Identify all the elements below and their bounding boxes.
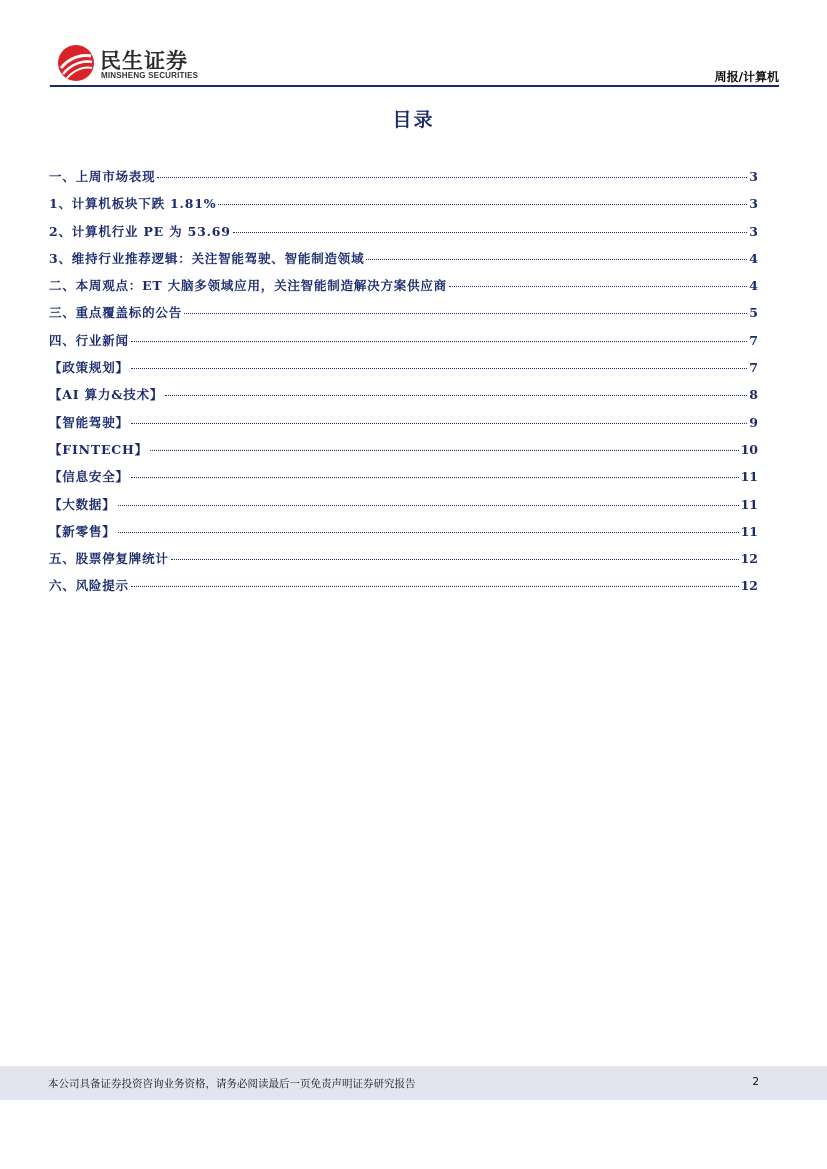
toc-entry-label[interactable]: 【政策规划】 <box>49 360 129 376</box>
logo-english-name: MINSHENG SECURITIES <box>101 71 199 80</box>
toc-dot-leader <box>233 232 748 233</box>
toc-entry-page[interactable]: 9 <box>749 414 758 430</box>
toc-entry-label[interactable]: 一、上周市场表现 <box>49 169 156 184</box>
toc-entry-page[interactable]: 8 <box>749 387 758 403</box>
toc-entry-page[interactable]: 11 <box>740 523 758 539</box>
toc-entry-page[interactable]: 12 <box>740 578 758 594</box>
toc-entry[interactable] <box>49 440 758 467</box>
toc-dot-leader <box>131 368 747 369</box>
toc-entry[interactable] <box>49 303 758 330</box>
toc-entry-label[interactable]: 【FINTECH】 <box>49 441 148 457</box>
toc-entry-label[interactable]: 三、重点覆盖标的公告 <box>49 305 183 321</box>
toc-entry-label[interactable]: 【AI 算力&技术】 <box>49 387 164 403</box>
footer-disclaimer: 本公司具备证券投资咨询业务资格，请务必阅读最后一页免责声明证券研究报告 <box>48 1078 416 1090</box>
toc-dot-leader <box>171 559 739 560</box>
toc-entry[interactable] <box>49 331 758 358</box>
toc-dot-leader <box>165 395 747 396</box>
toc-entry-page[interactable]: 4 <box>749 250 758 266</box>
toc-entry[interactable] <box>49 549 758 576</box>
report-category: 周报/计算机 <box>714 70 779 84</box>
toc-entry[interactable] <box>49 194 758 221</box>
toc-entry[interactable] <box>49 522 758 549</box>
toc-dot-leader <box>449 286 747 287</box>
toc-entry[interactable] <box>49 413 758 440</box>
toc-entry[interactable] <box>49 385 758 412</box>
toc-entry-page[interactable]: 3 <box>749 196 758 212</box>
toc-entry-label[interactable]: 1、计算机板块下跌 1.81% <box>49 196 217 212</box>
toc-entry-page[interactable]: 3 <box>749 169 758 184</box>
toc-entry[interactable] <box>49 167 758 194</box>
toc-entry[interactable] <box>49 358 758 385</box>
toc-entry-page[interactable]: 7 <box>749 360 758 376</box>
minsheng-logo-icon <box>57 44 95 82</box>
toc-entry-label[interactable]: 六、风险提示 <box>49 578 129 594</box>
toc-entry-label[interactable]: 二、本周观点：ET 大脑多领域应用，关注智能制造解决方案供应商 <box>49 278 447 294</box>
toc-entry-label[interactable]: 【新零售】 <box>49 523 116 539</box>
toc-entry-label[interactable]: 【智能驾驶】 <box>49 414 129 430</box>
toc-entry[interactable] <box>49 467 758 494</box>
toc-entry-page[interactable]: 12 <box>740 551 758 567</box>
toc-entry-page[interactable]: 5 <box>749 305 758 321</box>
toc-entry-label[interactable]: 3、维持行业推荐逻辑：关注智能驾驶、智能制造领域 <box>49 250 365 266</box>
toc-dot-leader <box>118 532 739 533</box>
toc-entry[interactable] <box>49 276 758 303</box>
toc-dot-leader <box>184 313 747 314</box>
toc-entry-page[interactable]: 10 <box>740 441 758 457</box>
toc-dot-leader <box>131 341 747 342</box>
toc-title: 目录 <box>392 109 435 131</box>
header-divider <box>50 85 779 87</box>
toc-entry-page[interactable]: 7 <box>749 332 758 348</box>
logo-chinese-name: 民生证券 <box>100 49 188 73</box>
toc-entry-label[interactable]: 【大数据】 <box>49 496 116 512</box>
toc-entry-page[interactable]: 3 <box>749 223 758 239</box>
toc-entry[interactable] <box>49 249 758 276</box>
toc-dot-leader <box>150 450 739 451</box>
toc-entry[interactable] <box>49 222 758 249</box>
table-of-contents <box>49 167 758 604</box>
toc-dot-leader <box>118 505 739 506</box>
toc-entry-page[interactable]: 11 <box>740 469 758 485</box>
page-header <box>0 0 827 90</box>
footer-page-number: 2 <box>752 1076 759 1088</box>
toc-entry[interactable] <box>49 576 758 603</box>
toc-entry-page[interactable]: 11 <box>740 496 758 512</box>
toc-entry-label[interactable]: 四、行业新闻 <box>49 332 129 348</box>
page-footer <box>0 1066 827 1100</box>
toc-dot-leader <box>131 423 747 424</box>
toc-dot-leader <box>366 259 747 260</box>
toc-entry-label[interactable]: 五、股票停复牌统计 <box>49 551 169 567</box>
toc-dot-leader <box>218 204 747 205</box>
toc-entry-label[interactable]: 2、计算机行业 PE 为 53.69 <box>49 223 231 239</box>
toc-entry-page[interactable]: 4 <box>749 278 758 294</box>
toc-dot-leader <box>131 586 739 587</box>
toc-dot-leader <box>157 177 747 178</box>
toc-dot-leader <box>131 477 739 478</box>
toc-entry-label[interactable]: 【信息安全】 <box>49 469 129 485</box>
toc-entry[interactable] <box>49 495 758 522</box>
minsheng-logo <box>57 44 217 84</box>
